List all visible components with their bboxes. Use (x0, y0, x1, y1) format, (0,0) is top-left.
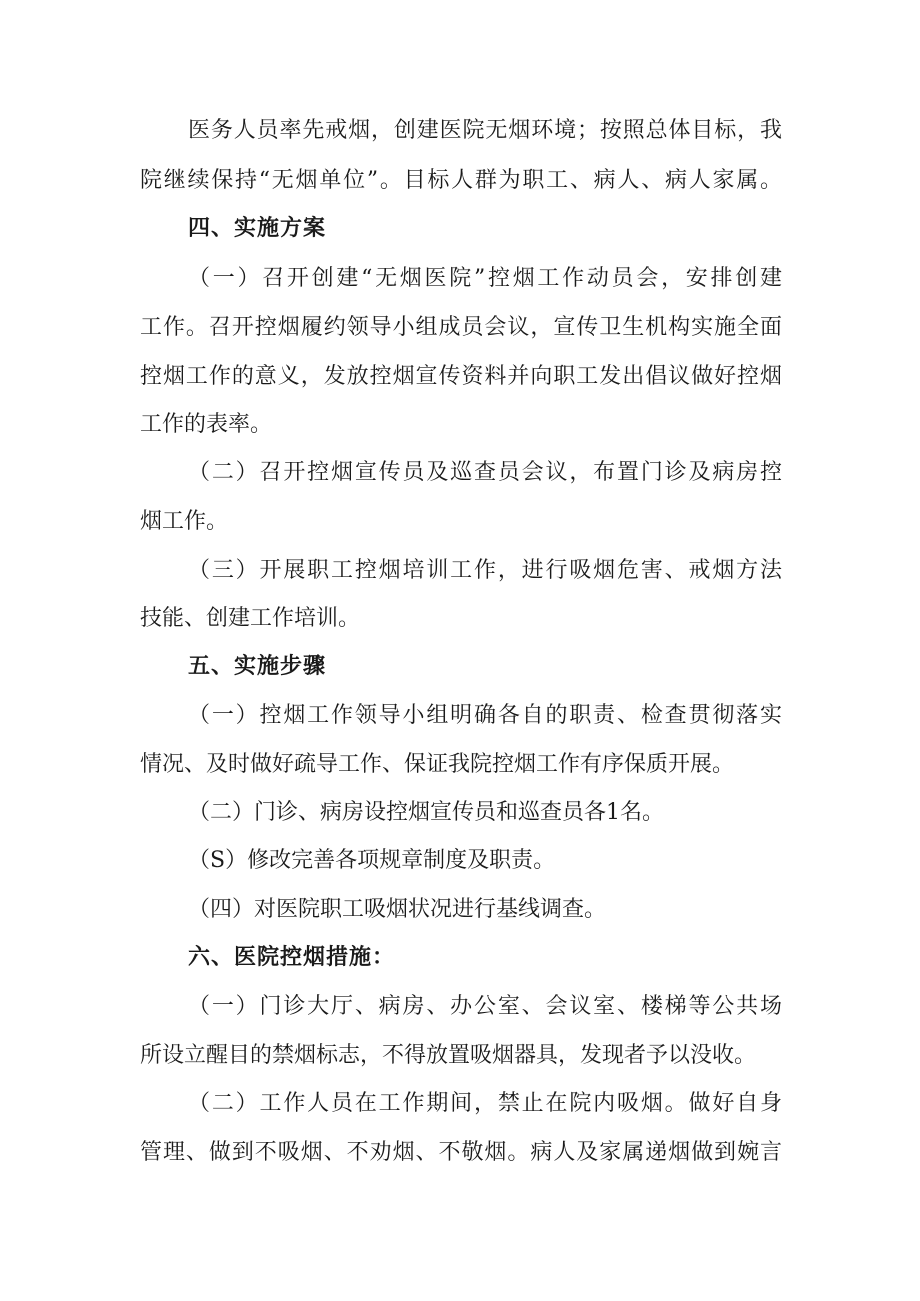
paragraph-line: （四）对医院职工吸烟状况进行基线调查。 (188, 897, 607, 922)
paragraph-line: （S）修改完善各项规章制度及职责。 (188, 848, 556, 873)
paragraph-line: 烟工作。 (140, 509, 229, 534)
section-heading-5: 五、实施步骤 (188, 654, 327, 679)
paragraph-line: （二）工作人员在工作期间，禁止在院内吸烟。做好自身 (188, 1091, 782, 1116)
paragraph-line: 管理、做到不吸烟、不劝烟、不敬烟。病人及家属递烟做到婉言 (140, 1140, 782, 1165)
paragraph-line: 医务人员率先戒烟，创建医院无烟环境；按照总体目标，我 (188, 118, 782, 143)
paragraph-line: （二）门诊、病房设控烟宣传员和巡查员各1名。 (188, 800, 664, 825)
paragraph-line: （三）开展职工控烟培训工作，进行吸烟危害、戒烟方法 (188, 558, 782, 583)
paragraph-line: 情况、及时做好疏导工作、保证我院控烟工作有序保质开展。 (140, 752, 735, 777)
paragraph-line: （二）召开控烟宣传员及巡查员会议，布置门诊及病房控 (188, 460, 782, 485)
paragraph-line: 控烟工作的意义，发放控烟宣传资料并向职工发出倡议做好控烟 (140, 364, 782, 389)
paragraph-line: （一）控烟工作领导小组明确各自的职责、检查贯彻落实 (188, 703, 782, 728)
paragraph-line: （一）门诊大厅、病房、办公室、会议室、楼梯等公共场 (188, 994, 782, 1019)
paragraph-line: 院继续保持“无烟单位”。目标人群为职工、病人、病人家属。 (140, 168, 782, 193)
paragraph-line: 工作的表率。 (140, 412, 273, 437)
section-heading-6: 六、医院控烟措施： (188, 945, 396, 970)
paragraph-line: 技能、创建工作培训。 (140, 606, 361, 631)
paragraph-line: （一）召开创建“无烟医院”控烟工作动员会，安排创建 (188, 266, 782, 291)
paragraph-line: 所设立醒目的禁烟标志，不得放置吸烟器具，发现者予以没收。 (140, 1043, 757, 1068)
section-heading-4: 四、实施方案 (188, 216, 327, 241)
paragraph-line: 工作。召开控烟履约领导小组成员会议，宣传卫生机构实施全面 (140, 315, 782, 340)
